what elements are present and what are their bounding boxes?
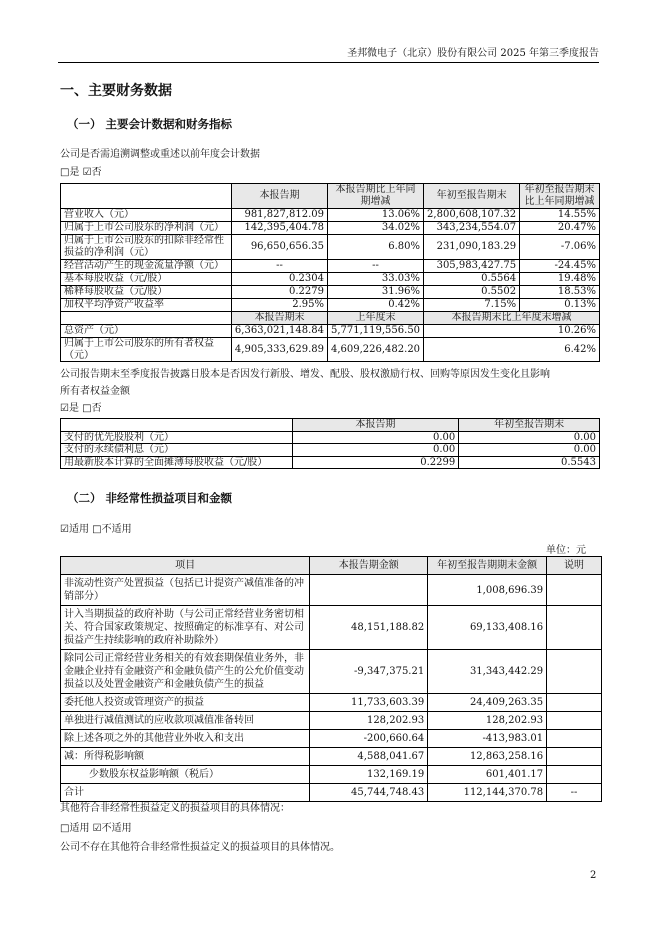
cell-value: 31.96% [327,286,423,299]
table-row [61,273,600,286]
cell-value: 10.26% [424,325,600,338]
cell-value [547,650,602,694]
table-row [61,694,602,712]
table-header-cell: 说明 [547,557,602,575]
cell-value: 343,234,554.07 [424,222,520,235]
row-label: 支付的优先股股利（元） [61,431,293,444]
cell-value: 0.5543 [459,456,600,469]
table-row [61,325,600,338]
cell-value: 0.00 [459,431,600,444]
cell-value [547,730,602,748]
row-label: 少数股东权益影响额（税后） [61,766,310,784]
applicable-check: ☑适用 □不适用 [60,524,132,535]
row-label: 单独进行减值测试的应收款项减值准备转回 [61,712,310,730]
table-row [61,235,600,260]
cell-value: 33.03% [327,273,423,286]
row-label: 用最新股本计算的全面摊薄每股收益（元/股） [61,456,293,469]
row-label: 归属于上市公司股东的净利润（元） [61,222,232,235]
cell-value: 0.00 [459,444,600,457]
table-row [61,606,602,650]
cell-value: 2.95% [231,299,327,312]
table-row [61,575,602,606]
restatement-check: □是 ☑否 [60,167,102,178]
restatement-question: 公司是否需追溯调整或重述以前年度会计数据 [60,149,260,160]
cell-value [310,575,428,606]
cell-value: 112,144,370.78 [428,784,547,802]
table-header-cell: 本报告期比上年同期增减 [327,184,423,209]
cell-value: 4,905,333,629.89 [231,338,327,362]
row-label: 经营活动产生的现金流量净额（元） [61,260,232,273]
cell-value: -- [231,260,327,273]
table-header-row [61,419,600,432]
row-label: 非流动性资产处置损益（包括已计提资产减值准备的冲销部分） [61,575,310,606]
table-header-cell: 本报告期 [231,184,327,209]
cell-value: 45,744,748.43 [310,784,428,802]
table-row [61,286,600,299]
table-row [61,338,600,362]
table-header-cell: 本报告期末 [231,312,327,325]
row-label: 计入当期损益的政府补助（与公司正常经营业务密切相关、符合国家政策规定、按照确定的标准享有、对公司损益产生持续影响的政府补助除外） [61,606,310,650]
share-change-check: ☑是 □否 [60,403,102,414]
cell-value: 0.2279 [231,286,327,299]
report-header: 圣邦微电子（北京）股份有限公司 2025 年第三季度报告 [347,48,599,59]
cell-value: -- [547,784,602,802]
cell-value: 142,395,404.78 [231,222,327,235]
table-header-cell: 本报告期金额 [310,557,428,575]
table-row [61,222,600,235]
cell-value: 34.02% [327,222,423,235]
table-row [61,209,600,222]
subsection-title-2: （二） 非经常性损益项目和金额 [67,491,233,505]
cell-value: 0.13% [520,299,600,312]
cell-value: -9,347,375.21 [310,650,428,694]
subsection-title-1: （一） 主要会计数据和财务指标 [67,117,233,131]
cell-value [547,694,602,712]
cell-value: -24.45% [520,260,600,273]
row-label: 减：所得税影响额 [61,748,310,766]
cell-value: 305,983,427.75 [424,260,520,273]
other-items-question: 其他符合非经常性损益定义的损益项目的具体情况： [60,803,290,814]
cell-value: -7.06% [520,235,600,260]
cell-value: 601,401.17 [428,766,547,784]
table-header-cell: 年初至报告期末比上年同期增减 [520,184,600,209]
table-row [61,712,602,730]
row-label: 加权平均净资产收益率 [61,299,232,312]
cell-value: 128,202.93 [310,712,428,730]
row-label: 营业收入（元） [61,209,232,222]
cell-value: 4,588,041.67 [310,748,428,766]
cell-value: 981,827,812.09 [231,209,327,222]
table-header-blank [61,312,232,325]
table-header-cell [61,419,293,432]
table-row [61,748,602,766]
cell-value: 19.48% [520,273,600,286]
cell-value: 1,008,696.39 [428,575,547,606]
cell-value: 18.53% [520,286,600,299]
table-row [61,444,600,457]
row-label: 除上述各项之外的其他营业外收入和支出 [61,730,310,748]
table-total-row [61,784,602,802]
cell-value [547,606,602,650]
cell-value [547,748,602,766]
cell-value: 14.55% [520,209,600,222]
table-header-cell: 年初至报告期期末金额 [428,557,547,575]
cell-value: 0.00 [292,444,459,457]
cell-value: 13.06% [327,209,423,222]
table-header-cell: 本报告期末比上年度末增减 [424,312,600,325]
table-header-cell [61,184,232,209]
cell-value: 0.2304 [231,273,327,286]
row-label: 基本每股收益（元/股） [61,273,232,286]
table-header-cell: 本报告期 [292,419,459,432]
table-row [61,766,602,784]
table-header-cell: 项目 [61,557,310,575]
table-header-row [61,557,602,575]
cell-value: 11,733,603.39 [310,694,428,712]
cell-value [547,575,602,606]
row-label: 支付的永续债利息（元） [61,444,293,457]
table-header-cell: 上年度末 [327,312,423,325]
table-subheader-row [61,312,600,325]
unit-label: 单位：元 [546,545,586,556]
cell-value: 69,133,408.16 [428,606,547,650]
section-title: 一、主要财务数据 [60,83,172,99]
cell-value: 231,090,183.29 [424,235,520,260]
cell-value: 20.47% [520,222,600,235]
row-label: 归属于上市公司股东的所有者权益（元） [61,338,232,362]
row-label: 稀释每股收益（元/股） [61,286,232,299]
cell-value: 4,609,226,482.20 [327,338,423,362]
table-row [61,431,600,444]
eps-table [60,418,600,469]
non-recurring-table [60,556,602,802]
cell-value: 48,151,188.82 [310,606,428,650]
other-items-statement: 公司不存在其他符合非经常性损益定义的损益项目的具体情况。 [60,842,340,853]
cell-value [547,766,602,784]
table-header-row [61,184,600,209]
cell-value: 96,650,656.35 [231,235,327,260]
row-label: 委托他人投资或管理资产的损益 [61,694,310,712]
cell-value: -200,660.64 [310,730,428,748]
cell-value: -- [327,260,423,273]
financial-data-table [60,183,600,362]
table-row [61,730,602,748]
header-divider [58,62,599,63]
table-header-cell: 年初至报告期末 [459,419,600,432]
cell-value: 0.5564 [424,273,520,286]
table-row [61,260,600,273]
row-label: 归属于上市公司股东的扣除非经常性损益的净利润（元） [61,235,232,260]
row-label: 合计 [61,784,310,802]
table-header-cell: 年初至报告期末 [424,184,520,209]
share-change-question: 公司报告期末至季度报告披露日股本是否因发行新股、增发、配股、股权激励行权、回购等原因发生变化且影响所有者权益金额 [60,369,550,397]
row-label: 总资产（元） [61,325,232,338]
cell-value: 128,202.93 [428,712,547,730]
cell-value: 5,771,119,556.50 [327,325,423,338]
row-label: 除同公司正常经营业务相关的有效套期保值业务外，非金融企业持有金融资产和金融负债产生的公允价值变动损益以及处置金融资产和金融负债产生的损益 [61,650,310,694]
cell-value: 0.2299 [292,456,459,469]
cell-value: 2,800,608,107.32 [424,209,520,222]
cell-value: 0.42% [327,299,423,312]
cell-value: 6.42% [424,338,600,362]
cell-value: 0.00 [292,431,459,444]
table-row [61,650,602,694]
cell-value: 0.5502 [424,286,520,299]
table-row [61,299,600,312]
cell-value: 6.80% [327,235,423,260]
cell-value: 7.15% [424,299,520,312]
cell-value: 12,863,258.16 [428,748,547,766]
page-number: 2 [590,870,597,881]
cell-value: -413,983.01 [428,730,547,748]
cell-value: 132,169.19 [310,766,428,784]
cell-value [547,712,602,730]
other-items-check: □适用 ☑不适用 [60,823,132,834]
cell-value: 31,343,442.29 [428,650,547,694]
cell-value: 6,363,021,148.84 [231,325,327,338]
table-row [61,456,600,469]
cell-value: 24,409,263.35 [428,694,547,712]
